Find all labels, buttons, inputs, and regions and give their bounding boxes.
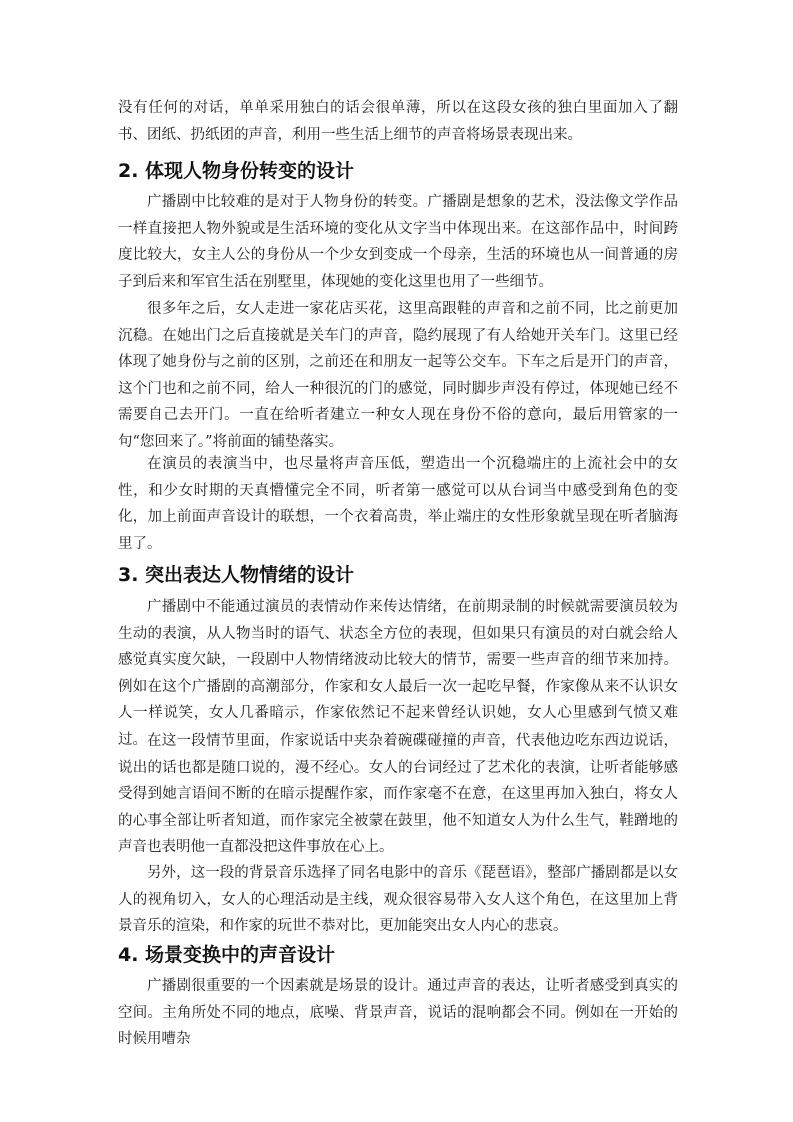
paragraph-emotion-2: 在这一段情节里面，作家说话中夹杂着碗碟碰撞的声音，代表他边吃东西边说话，说出的话也都是随口说的，漫不经心。女人的台词经过了艺术化的表演，让听者能够感受得到她言语间不断的在暗示提醒作家，而作家毫不在意，在这里再加入独白，将女人的心事全部让听者知道，而作家完全被蒙在鼓里，他不知道女人为什么生气，鞋蹭地的声音也表明他一直都没把这件事放在心上。: [118, 733, 678, 856]
paragraph-scene-1: 广播剧很重要的一个因素就是场景的设计。通过声音的表达，让听者感受到真实的空间。主角所处不同的地点，底噪、背景声音，说话的混响都会不同。例如在一开始的时候用嘈杂: [118, 978, 678, 1048]
paragraph-identity-2: 很多年之后，女人走进一家花店买花，这里高跟鞋的声音和之前不同，比之前更加沉稳。在她出门之后直接就是关车门的声音，隐约展现了有人给她开关车门。这里已经体现了她身份与之前的区别，之前还在和朋友一起等公交车。下车之后是开门的声音，这个门也和之前不同，给人一种很沉的门的感觉，同时脚步声没有停过，体现她已经不需要自己去开门。一直在给听者建立一种女人现在身份不俗的意向，最后用管家的一句“您回来了。”将前面的铺垫落实。: [118, 301, 678, 450]
paragraph-identity-1: 广播剧中比较难的是对于人物身份的转变。广播剧是想象的艺术，没法像文学作品一样直接把人物外貌或是生活环境的变化从文字当中体现出来。在这部作品中，时间跨度比较大，女主人公的身份从一个少女到变成一个母亲，生活的环境也从一间普通的房子到后来和军官生活在别墅里，体现她的变化这里也用了一些细节。: [118, 194, 678, 290]
paragraph-identity-3: 在演员的表演当中，也尽量将声音压低，塑造出一个沉稳端庄的上流社会中的女性，和少女时期的天真懵懂完全不同，听者第一感觉可以从台词当中感受到角色的变化，加上前面声音设计的联想，一个衣着高贵，举止端庄的女性形象就呈现在听者脑海里了。: [118, 456, 678, 552]
intro-paragraph: 没有任何的对话，单单采用独白的话会很单薄，所以在这段女孩的独白里面加入了翻书、团纸、扔纸团的声音，利用一些生活上细节的声音将场景表现出来。: [118, 100, 678, 143]
section-heading-identity: 2. 体现人物身份转变的设计: [118, 160, 355, 182]
paragraph-emotion-1: 广播剧中不能通过演员的表情动作来传达情绪，在前期录制的时候就需要演员较为生动的表演，从人物当时的语气、状态全方位的表现，但如果只有演员的对白就会给人感觉真实度欠缺，一段剧中人物情绪波动比较大的情节，需要一些声音的细节来加持。例如在这个广播剧的高潮部分，作家和女人最后一次一起吃早餐，作家像从来不认识女人一样说笑，女人几番暗示，作家依然记不起来曾经认识她，女人心里感到气愤又难过。: [118, 599, 678, 748]
paragraph-emotion-3: 另外，这一段的背景音乐选择了同名电影中的音乐《琵琶语》，整部广播剧都是以女人的视角切入，女人的心理活动是主线，观众很容易带入女人这个角色，在这里加上背景音乐的渲染，和作家的玩世不恭对比，更加能突出女人内心的悲哀。: [118, 865, 678, 935]
section-heading-emotion: 3. 突出表达人物情绪的设计: [118, 564, 355, 586]
section-heading-scene: 4. 场景变换中的声音设计: [118, 944, 336, 966]
